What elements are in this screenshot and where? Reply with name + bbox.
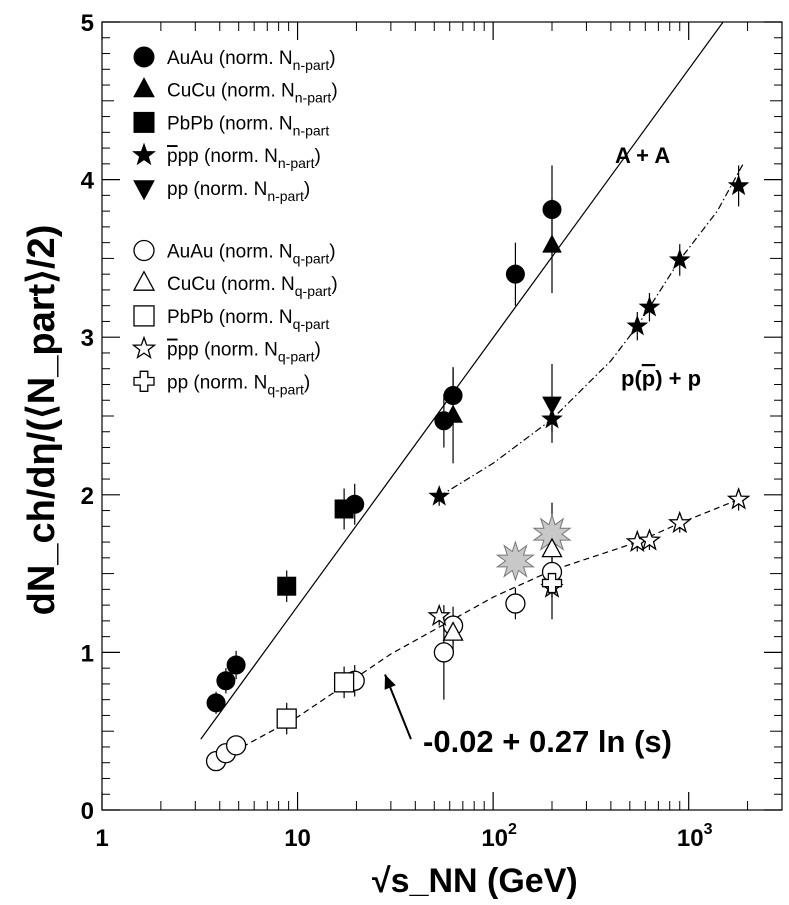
data-point <box>278 577 296 595</box>
legend-label: AuAu (norm. $N_{n-part}$) <box>167 48 336 73</box>
y-tick-label: 1 <box>80 640 94 668</box>
legend-marker <box>134 371 154 391</box>
y-tick-label: 4 <box>80 167 94 195</box>
legend-label: AuAu (norm. $N_{q-part}$) <box>167 241 336 267</box>
data-point <box>207 694 225 712</box>
y-tick-label: 5 <box>80 10 94 37</box>
data-point <box>217 672 235 690</box>
legend-label: pp (norm. $N_{n-part}$) <box>167 178 311 204</box>
annotation-arrow <box>385 674 411 739</box>
data-point <box>434 643 453 662</box>
legend-marker <box>134 78 154 97</box>
data-point <box>543 235 561 252</box>
data-point <box>444 387 462 405</box>
data-point <box>335 673 354 692</box>
y-tick-label: 3 <box>80 325 94 353</box>
data-point <box>227 656 245 674</box>
y-tick-label: 0 <box>80 798 94 825</box>
legend-label: pp (norm. $N_{q-part}$) <box>167 372 311 398</box>
data-point <box>506 265 524 283</box>
legend-label: PbPb (norm. $N_{n-part}$ <box>167 113 330 139</box>
legend <box>134 47 338 397</box>
x-tick-label: 1 <box>95 825 109 852</box>
legend-marker <box>134 181 154 200</box>
x-axis-label-main: √s_NN (GeV) <box>372 862 578 900</box>
legend-marker <box>134 47 154 67</box>
legend-label: ppp (norm. $N_{q-part}$) <box>167 339 321 365</box>
annotation-formula: -0.02 + 0.27 ln (s) <box>423 724 672 759</box>
legend-marker <box>134 338 155 358</box>
annotation-pp: p(p) + p <box>621 366 702 391</box>
arrow-head <box>385 674 396 689</box>
legend-label: ppp (norm. $N_{n-part}$) <box>167 146 321 172</box>
legend-label: PbPb (norm. $N_{q-part}$ <box>167 306 330 332</box>
data-point <box>543 201 561 219</box>
x-tick-label: 10 <box>284 825 311 852</box>
x-tick-label: $10^3$ <box>676 821 713 852</box>
fit-line-dashdot <box>439 164 743 497</box>
data-point <box>227 736 246 755</box>
gray-star-point <box>497 542 533 580</box>
x-axis-label <box>372 862 578 900</box>
legend-marker <box>134 241 154 261</box>
y-axis-label: dN_ch/dη/(⟨N_part⟩/2) <box>21 224 63 616</box>
annotation-aa: A + A <box>615 143 671 168</box>
data-point <box>335 500 353 518</box>
y-tick-label: 2 <box>80 482 94 510</box>
data-point <box>506 594 525 613</box>
legend-label: CuCu (norm. $N_{q-part}$) <box>167 274 338 300</box>
data-point <box>277 709 296 728</box>
annotation-pp-bar: p <box>641 366 656 391</box>
legend-marker <box>134 272 154 291</box>
legend-marker <box>134 112 154 132</box>
legend-marker <box>134 144 155 164</box>
data-point <box>543 397 561 414</box>
x-tick-label: $10^2$ <box>481 821 517 852</box>
legend-marker <box>134 306 154 326</box>
legend-label: CuCu (norm. $N_{n-part}$) <box>167 80 338 106</box>
